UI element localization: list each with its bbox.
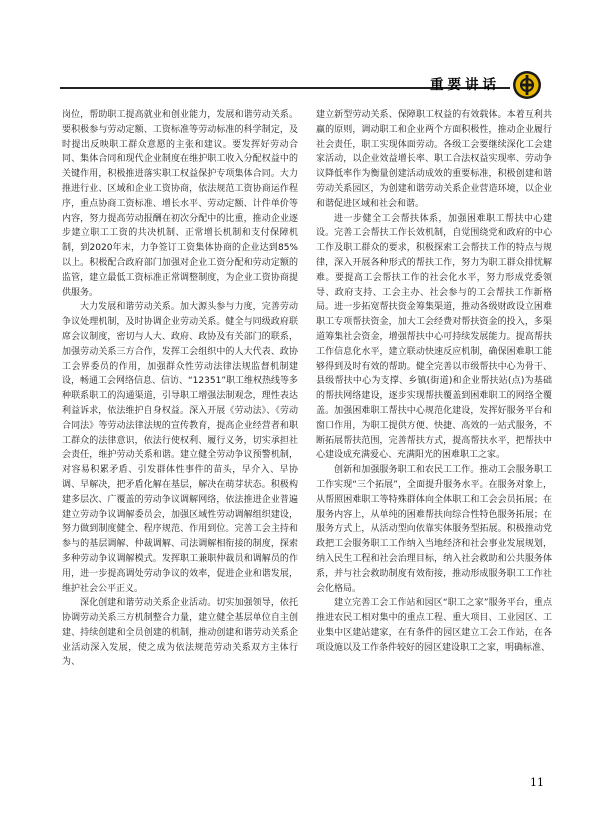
paragraph: 建立新型劳动关系、保障职工权益的有效载体。本着互利共赢的原则，调动职工和企业两个方面积极性，推动企业履行社会责任，职工实现体面劳动。各级工会要继续深化工会建家活动，以企业效益增长率、职工合法权益实现率、劳动争议降低率作为衡量创建活动成效的重要标准，积极创建和谐劳动关系园区，为创建和谐劳动关系企业营造环境，以企业和谐促进区域和社会和谐。 (316, 110, 552, 209)
page-number: 11 (530, 776, 544, 789)
paragraph: 岗位，帮助职工提高就业和创业能力，发展和谐劳动关系。要积极参与劳动定额、工资标准等劳动标准的科学制定，及时提出反映职工群众意愿的主张和建议。要发挥好劳动合同、集体合同和现代企业制度在维护职工收入分配权益中的关键作用，积极推进落实职工权益保护专项集体合同。大力推进行业、区域和企业工资协商，依法规范工资协商运作程序，重点协商工资标准、增长水平、劳动定额、计件单价等内容，努力提高劳动报酬在初次分配中的比重，推动企业逐步建立职工工资的共决机制、正常增长机制和支付保障机制，到2020年末，力争签订工资集体协商的企业达到85%以上。积极配合政府部门加强对企业工资分配和劳动定额的监管，建立最低工资标准正常调整制度，为企业工资协商提供服务。 (62, 110, 298, 298)
paragraph: 创新和加强服务职工和农民工工作。推动工会服务职工工作实现“三个拓展”，全面提升服务水平。在服务对象上，从帮照困难职工等特殊群体向全体职工和工会会员拓展；在服务内容上，从单纯的困难帮扶向综合性特色服务拓展；在服务方式上，从活动型向依靠实体服务型拓展。积极推动党政把工会服务职工工作纳入当地经济和社会事业发展规划，纳入民生工程和社会治理目标，纳入社会救助和公共服务体系，并与社会救助制度有效衔接，推动形成服务职工工作社会化格局。 (316, 465, 552, 594)
paragraph: 建立完善工会工作站和园区“职工之家”服务平台，重点推进农民工相对集中的重点工程、重大项目、工业园区、工业集中区建站建家，在有条件的园区建立工会工作站，在各项设施以及工作条件较好的园区建设职工之家，明确标准、 (316, 598, 552, 653)
trade-union-emblem-icon (512, 70, 542, 100)
right-column (316, 108, 552, 796)
section-title: 重要讲话 (430, 77, 500, 93)
article-body (62, 108, 552, 796)
left-column (62, 108, 298, 796)
paragraph: 深化创建和谐劳动关系企业活动。切实加强领导，依托协调劳动关系三方机制整合力量，建立健全基层单位自主创建、持续创建和全员创建的机制，推动创建和谐劳动关系企业活动深入发展，使之成为依法规范劳动关系双方主体行为、 (62, 598, 298, 668)
page-header (0, 60, 600, 100)
paragraph: 进一步健全工会帮扶体系，加强困难职工帮扶中心建设。完善工会帮扶工作长效机制，自觉围绕党和政府的中心工作及职工群众的要求，积极探索工会帮扶工作的特点与规律，深入开展各种形式的帮扶工作，努力为职工群众排忧解难。要提高工会帮扶工作的社会化水平，努力形成党委领导、政府支持、工会主办、社会参与的工会帮扶工作新格局。进一步拓宽帮扶资金筹集渠道，推动各级财政设立困难职工专项帮扶资金，加大工会经费对帮扶资金的投入，多渠道筹集社会资金，增强帮扶中心可持续发展能力。提高帮扶工作信息化水平，建立联动快速反应机制，确保困难职工能够得到及时有效的帮助。健全完善以市级帮扶中心为骨干、县级帮扶中心为支撑、乡镇(街道)和企业帮扶站(点)为基础的帮扶网络建设，逐步实现帮扶覆盖到困难职工的网络全覆盖。加强困难职工帮扶中心规范化建设，发挥好服务平台和窗口作用，为职工提供方便、快捷、高效的一站式服务，不断拓展帮扶范围，完善帮扶方式，提高帮扶水平，把帮扶中心建设成充满爱心、充满阳光的困难职工之家。 (316, 213, 552, 461)
paragraph: 大力发展和谐劳动关系。加大源头参与力度，完善劳动争议处理机制，及时协调企业劳动关系。健全与同级政府联席会议制度，密切与人大、政府、政协及有关部门的联系，加强劳动关系三方合作，发挥工会组织中的人大代表、政协工会界委员的作用，加强群众性劳动法律法规监督机制建设，畅通工会网络信息、信访、“12351”职工维权热线等多种联系职工的沟通渠道，引导职工增强法制观念，理性表达利益诉求，依法维护自身权益。深入开展《劳动法》、《劳动合同法》等劳动法律法规的宣传教育，提高企业经营者和职工群众的法律意识，依法行使权利、履行义务，切实承担社会责任，维护劳动关系和谐。建立健全劳动争议预警机制，对容易积累矛盾、引发群体性事件的苗头，早介入、早协调、早解决，把矛盾化解在基层，解决在萌芽状态。积极构建多层次、广覆盖的劳动争议调解网络，依法推进企业普遍建立劳动争议调解委员会，加强区域性劳动调解组织建设，努力做到制度健全、程序规范、作用到位。完善工会主持和参与的基层调解、仲裁调解、司法调解相衔接的制度，探索多种劳动争议调解模式。发挥职工兼职仲裁员和调解员的作用，进一步提高调处劳动争议的效率，促进企业和谐发展，维护社会公平正义。 (62, 302, 298, 594)
